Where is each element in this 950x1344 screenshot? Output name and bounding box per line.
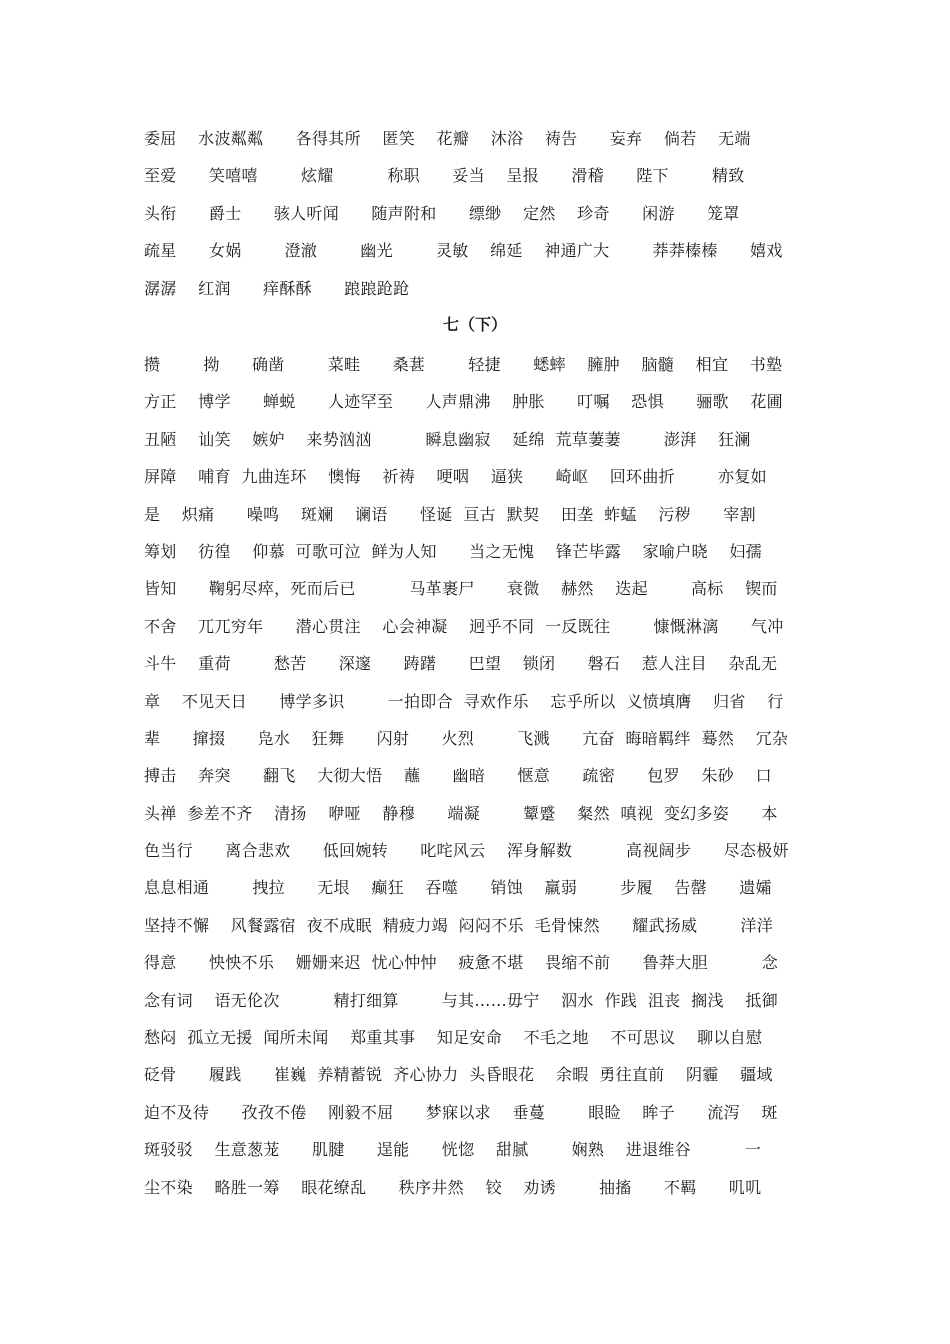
vocab-line: 至爱 笑嘻嘻 炫耀 称职 妥当 呈报 滑稽 陛下 精致 bbox=[144, 166, 745, 186]
vocab-line: 愁闷 孤立无援 闻所未闻 郑重其事 知足安命 不毛之地 不可思议 聊以自慰 bbox=[144, 1028, 763, 1048]
vocab-line: 屏障 哺育 九曲连环 懊悔 祈祷 哽咽 逼狭 崎岖 回环曲折 亦复如 bbox=[144, 467, 767, 487]
vocab-line: 筹划 彷徨 仰慕 可歌可泣 鲜为人知 当之无愧 锋芒毕露 家喻户晓 妇孺 bbox=[144, 541, 762, 561]
vocab-line: 念有词 语无伦次 精打细算 与其……毋宁 泅水 作践 沮丧 搁浅 抵御 bbox=[144, 990, 778, 1010]
vocab-line: 潺潺 红润 痒酥酥 踉踉跄跄 bbox=[144, 278, 410, 298]
vocab-line: 是 炽痛 噪鸣 斑斓 谰语 怪诞 亘古 默契 田垄 蚱蜢 污秽 宰割 bbox=[144, 504, 756, 524]
vocab-line: 皆知 鞠躬尽瘁，死而后已 马革裹尸 衰微 赫然 迭起 高标 锲而 bbox=[144, 579, 778, 599]
vocab-line: 斗牛 重荷 愁苦 深邃 踌躇 巴望 锁闭 磐石 惹人注目 杂乱无 bbox=[144, 654, 778, 674]
vocab-line: 斑驳驳 生意葱茏 肌腱 逞能 恍惚 甜腻 娴熟 进退维谷 一 bbox=[144, 1140, 762, 1160]
vocab-line: 搏击 奔突 翻飞 大彻大悟 蘸 幽暗 惬意 疏密 包罗 朱砂 口 bbox=[144, 766, 772, 786]
vocab-line: 委屈 水波粼粼 各得其所 匿笑 花瓣 沐浴 祷告 妄弃 倘若 无端 bbox=[144, 129, 751, 148]
vocab-line: 丑陋 讪笑 嫉妒 来势汹汹 瞬息幽寂 延绵 荒草萋萋 澎湃 狂澜 bbox=[144, 429, 751, 449]
vocab-line: 得意 怏怏不乐 姗姗来迟 忧心忡忡 疲惫不堪 畏缩不前 鲁莽大胆 念 bbox=[144, 953, 778, 973]
vocab-line: 方正 博学 蝉蜕 人迹罕至 人声鼎沸 肿胀 叮嘱 恐惧 骊歌 花圃 bbox=[144, 392, 783, 412]
vocab-line: 坚持不懈 风餐露宿 夜不成眠 精疲力竭 闷闷不乐 毛骨悚然 耀武扬威 洋洋 bbox=[144, 915, 774, 935]
vocab-line: 疏星 女娲 澄澈 幽光 灵敏 绵延 神通广大 莽莽榛榛 嬉戏 bbox=[144, 241, 783, 261]
vocab-line: 头禅 参差不齐 清扬 咿哑 静穆 端凝 颦蹙 粲然 嗔视 变幻多姿 本 bbox=[144, 803, 778, 823]
vocab-line: 辈 撺掇 凫水 狂舞 闪射 火烈 飞溅 亢奋 晦暗羁绊 蓦然 冗杂 bbox=[144, 728, 789, 748]
vocab-line: 色当行 离合悲欢 低回婉转 叱咤风云 浑身解数 高视阔步 尽态极妍 bbox=[144, 841, 789, 861]
vocab-line: 攒 拗 确凿 菜畦 桑葚 轻捷 蟋蟀 臃肿 脑髓 相宜 书塾 bbox=[144, 355, 783, 374]
section-heading: 七（下） bbox=[442, 315, 507, 334]
vocab-line: 尘不染 略胜一筹 眼花缭乱 秩序井然 铰 劝诱 抽搐 不羁 叽叽 bbox=[144, 1177, 762, 1197]
vocab-line: 息息相通 拽拉 无垠 癫狂 吞噬 销蚀 羸弱 步履 告罄 遗孀 bbox=[144, 878, 772, 898]
vocab-line: 章 不见天日 博学多识 一拍即合 寻欢作乐 忘乎所以 义愤填膺 归省 行 bbox=[144, 691, 784, 711]
vocab-line: 头衔 爵士 骇人听闻 随声附和 缥缈 定然 珍奇 闲游 笼罩 bbox=[144, 203, 740, 223]
vocab-line: 迫不及待 孜孜不倦 刚毅不屈 梦寐以求 垂蔓 眼睑 眸子 流泻 斑 bbox=[144, 1102, 778, 1122]
vocab-block-1 bbox=[144, 120, 808, 307]
vocab-line: 砭骨 履践 崔巍 养精蓄锐 齐心协力 头昏眼花 余暇 勇往直前 阴霾 疆域 bbox=[144, 1065, 773, 1085]
vocab-line: 不舍 兀兀穷年 潜心贯注 心会神凝 迥乎不同 一反既往 慷慨淋漓 气冲 bbox=[144, 616, 784, 636]
vocab-block-2 bbox=[144, 346, 808, 1206]
